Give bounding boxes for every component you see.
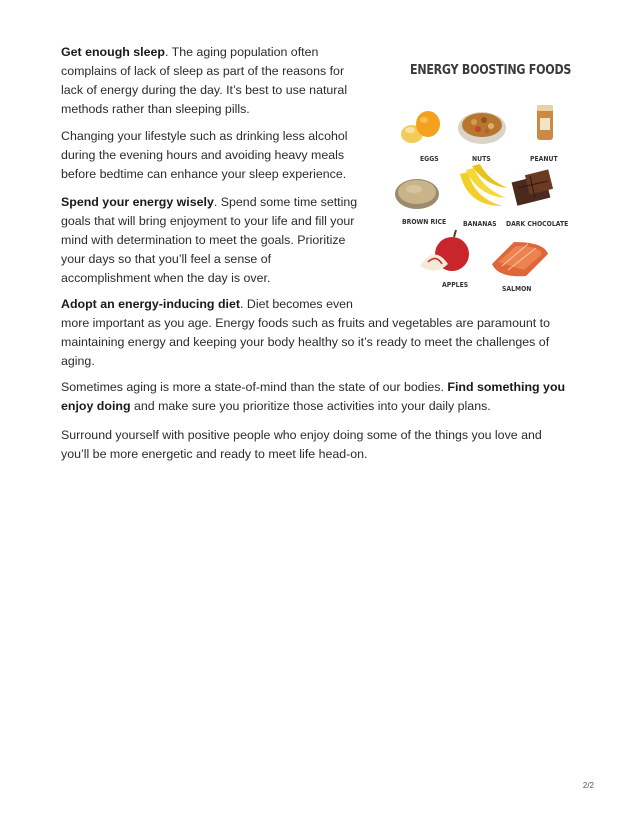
paragraph-people: Surround yourself with positive people who enjoy doing some of the things you love and you’ll be more energetic and ready to meet life head-on. [61, 428, 542, 461]
paragraph-energy: Spend your energy wisely. Spend some time setting goals that will bring enjoyment to your life and fill your mind with determination to meet the goals. Prioritize your days so that you’ll feel a sense of accomplishment when the day is over. [61, 195, 358, 285]
page-number: 2/2 [582, 781, 594, 790]
energy-heading: Spend your energy wisely [61, 195, 214, 209]
label-nuts: NUTS [472, 154, 491, 163]
apples-image [420, 230, 469, 271]
label-brown-rice: BROWN RICE [402, 217, 447, 226]
label-salmon: SALMON [502, 284, 532, 293]
brown-rice-image [395, 179, 439, 209]
dark-chocolate-image [512, 169, 553, 205]
bananas-image [460, 164, 508, 206]
sleep-heading: Get enough sleep [61, 45, 165, 59]
paragraph-diet: Adopt an energy-inducing diet. Diet becomes even more important as you age. Energy foods such as fruits and vegetables are paramount to maintaining energy and keeping your body healthy so it’s ready to meet the challenges of aging. [61, 297, 551, 368]
nuts-image [458, 112, 506, 144]
energy-foods-figure [390, 56, 570, 296]
paragraph-sleep: Get enough sleep. The aging population often complains of lack of sleep as part of the reasons for lack of energy during the day. It’s best to use natural methods rather than sleeping pills. [61, 45, 348, 116]
foods-illustration [390, 56, 570, 296]
diet-heading: Adopt an energy-inducing diet [61, 297, 240, 311]
eggs-image [401, 111, 440, 143]
figure-title: ENERGY BOOSTING FOODS [410, 62, 572, 78]
mindset-bold: Find something you [447, 380, 566, 394]
peanut-butter-image [537, 105, 553, 140]
paragraph-lifestyle: Changing your lifestyle such as drinking less alcohol during the evening hours and avoiding heavy meals before bedtime can enhance your sleep experience. [61, 129, 348, 181]
paragraph-mindset: Sometimes aging is more a state-of-mind than the state of our bodies. Find something you enjoy doing and make sure you prioritize those activities into your daily plans. [61, 380, 566, 413]
label-peanut: PEANUT [530, 154, 558, 163]
salmon-image [492, 242, 548, 276]
label-bananas: BANANAS [463, 219, 497, 228]
label-apples: APPLES [442, 280, 469, 289]
label-dark-chocolate: DARK CHOCOLATE [506, 219, 569, 228]
label-eggs: EGGS [420, 154, 439, 163]
